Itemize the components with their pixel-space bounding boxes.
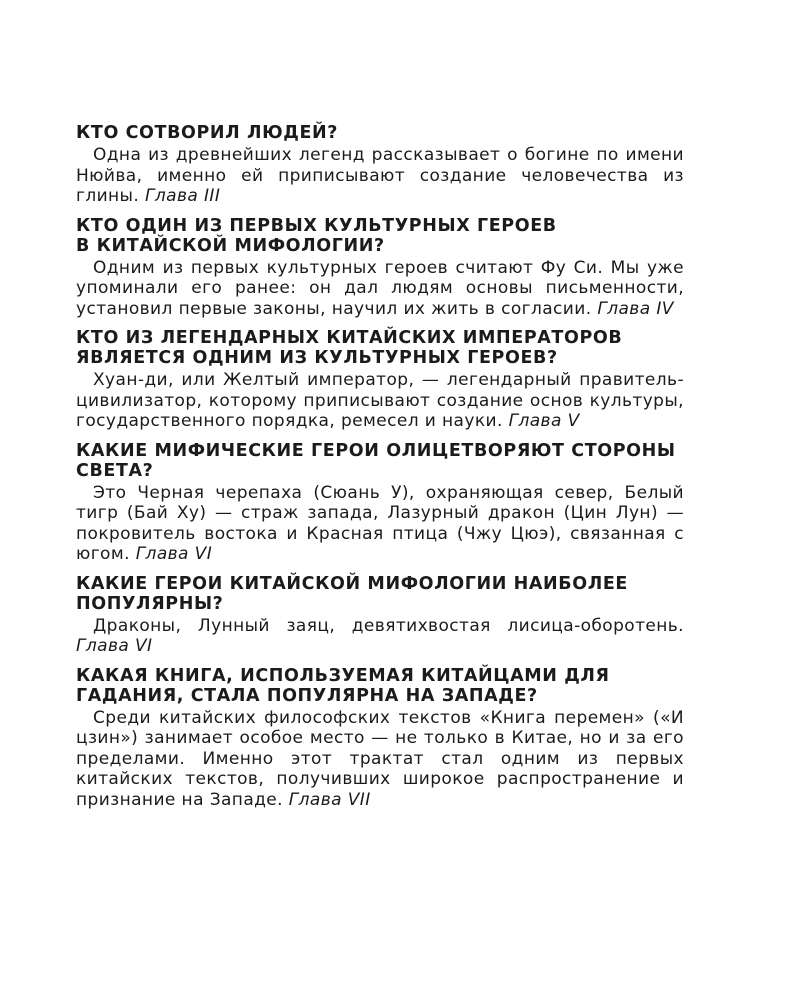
chapter-reference: Глава III	[145, 186, 221, 206]
answer-body: Одним из первых культурных героев считают Фу Си. Мы уже упоминали его ранее: он дал людям основы письменности, установил первые законы, научил их жить в согласии.	[76, 257, 684, 319]
qa-block-2	[76, 216, 684, 320]
qa-block-3	[76, 328, 684, 432]
question-heading: КТО СОТВОРИЛ ЛЮДЕЙ?	[76, 123, 338, 143]
chapter-reference: Глава IV	[597, 298, 674, 319]
answer-body: Среди китайских философских текстов «Книга перемен» («И цзин») занимает особое место — не только в Китае, но и за его пределами. Именно этот трактат стал одним из первых китайских текстов, получивших широкое распространение и признание на Западе.	[76, 707, 684, 810]
answer-text	[76, 616, 684, 657]
answer-body: Одна из древнейших легенд рассказывает о богине по имени Нюйва, именно ей приписывают создание человечества из глины.	[76, 145, 684, 206]
answer-text	[76, 708, 684, 811]
page-content	[76, 123, 684, 819]
answer-text	[76, 370, 684, 432]
question-heading: КАКИЕ МИФИЧЕСКИЕ ГЕРОИ ОЛИЦЕТВОРЯЮТ СТОРОНЫ СВЕТА?	[76, 440, 676, 481]
chapter-reference: Глава V	[508, 411, 580, 431]
question-heading: КТО ИЗ ЛЕГЕНДАРНЫХ КИТАЙСКИХ ИМПЕРАТОРОВ ЯВЛЯЕТСЯ ОДНИМ ИЗ КУЛЬТУРНЫХ ГЕРОЕВ?	[76, 328, 623, 368]
answer-text	[76, 145, 684, 207]
qa-block-4	[76, 441, 684, 565]
answer-body: Хуан-ди, или Желтый император, — легендарный правитель-цивилизатор, которому приписывают создание основ культуры, государственного порядка, ремесел и науки.	[76, 370, 684, 431]
chapter-reference: Глава VII	[288, 789, 371, 810]
question-heading: КАКИЕ ГЕРОИ КИТАЙСКОЙ МИФОЛОГИИ НАИБОЛЕЕ ПОПУЛЯРНЫ?	[76, 573, 628, 614]
qa-block-5	[76, 574, 684, 657]
chapter-reference: Глава VI	[135, 544, 213, 564]
question-heading: КАКАЯ КНИГА, ИСПОЛЬЗУЕМАЯ КИТАЙЦАМИ ДЛЯ ГАДАНИЯ, СТАЛА ПОПУЛЯРНА НА ЗАПАДЕ?	[76, 665, 610, 706]
qa-block-1	[76, 123, 684, 207]
answer-body: Это Черная черепаха (Сюань У), охраняющая север, Белый тигр (Бай Ху) — страж запада, Лазурный дракон (Цин Лун) — покровитель востока и Красная птица (Чжу Цюэ), связанная с югом.	[76, 482, 684, 564]
chapter-reference: Глава VI	[76, 636, 153, 656]
question-heading: КТО ОДИН ИЗ ПЕРВЫХ КУЛЬТУРНЫХ ГЕРОЕВ В КИТАЙСКОЙ МИФОЛОГИИ?	[76, 215, 557, 256]
answer-text	[76, 483, 684, 565]
answer-body: Драконы, Лунный заяц, девятихвостая лисица-оборотень.	[93, 615, 684, 636]
answer-text	[76, 258, 684, 320]
qa-block-6	[76, 666, 684, 811]
